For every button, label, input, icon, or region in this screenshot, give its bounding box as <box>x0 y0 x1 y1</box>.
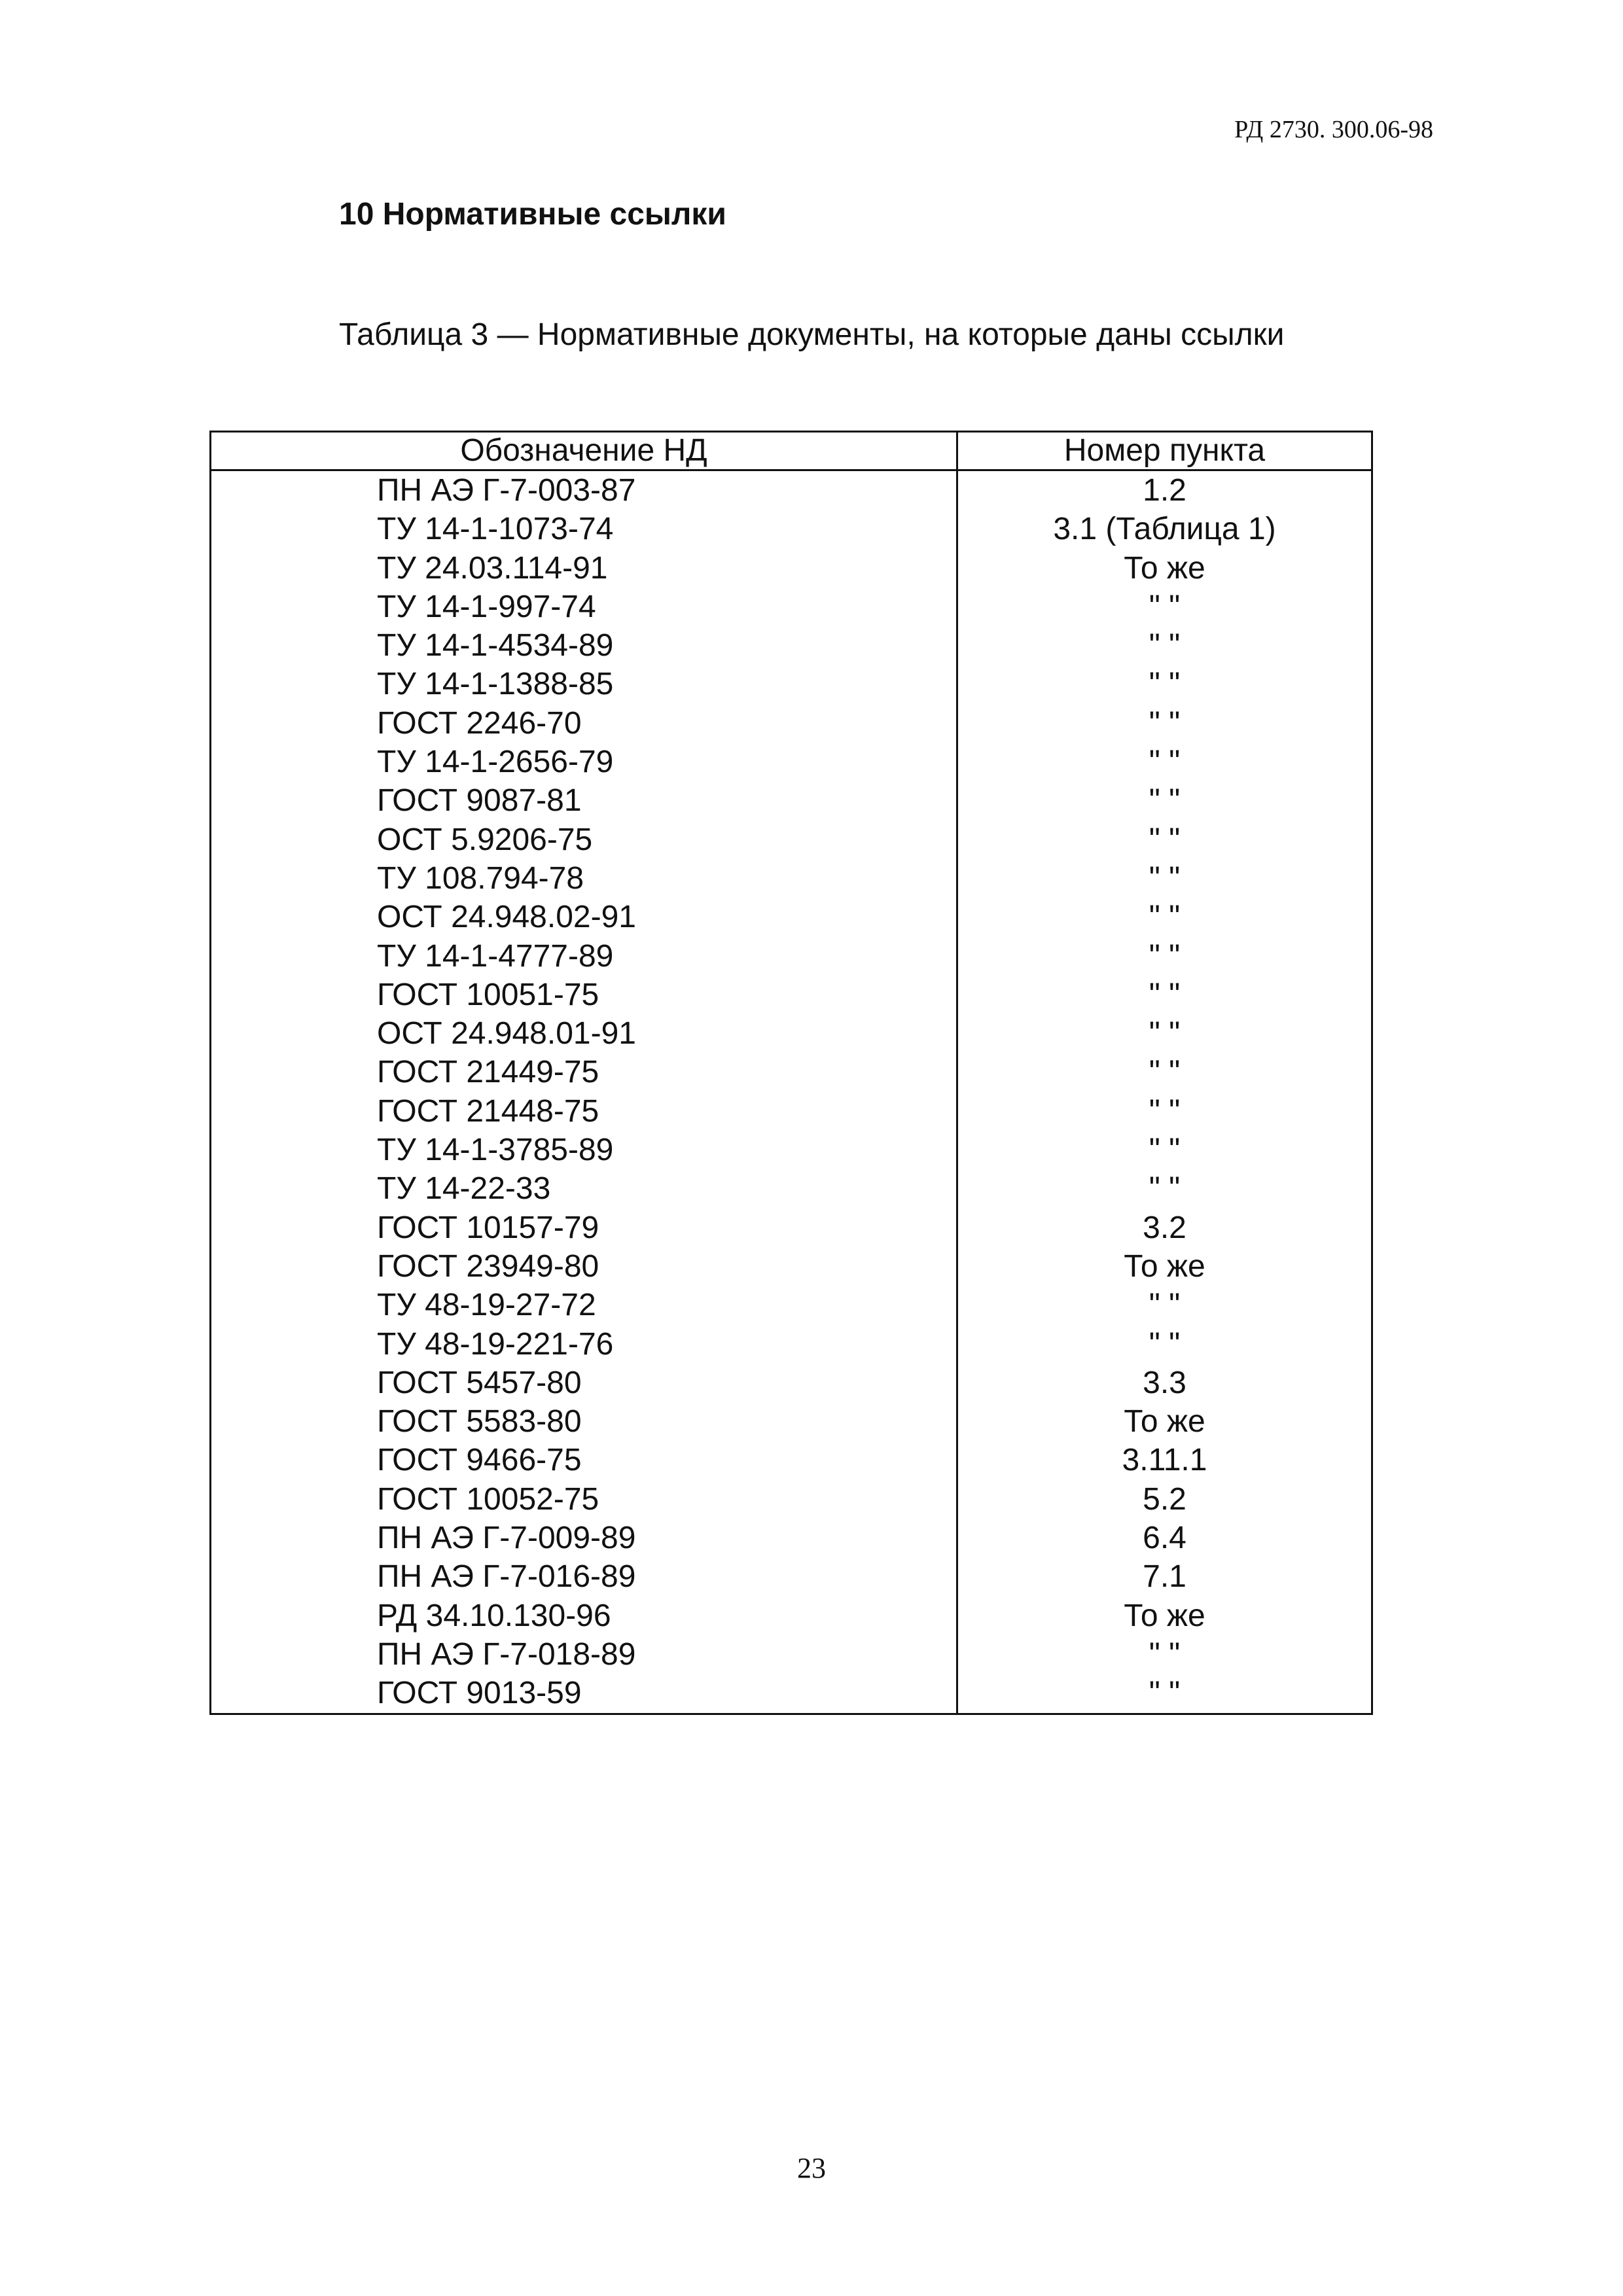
clause-number-cell: " " <box>1149 938 1181 974</box>
table-row <box>211 1674 1372 1714</box>
table-row <box>211 1014 1372 1053</box>
clause-number-cell: То же <box>1124 1404 1205 1439</box>
document-designation-cell: ТУ 14-1-4777-89 <box>211 937 957 976</box>
table-row <box>211 1480 1372 1519</box>
clause-number-cell: " " <box>1149 745 1181 780</box>
table-header-row <box>211 432 1372 470</box>
table-row <box>211 859 1372 898</box>
clause-number-cell: " " <box>1149 589 1181 624</box>
clause-number-cell: То же <box>1124 1248 1205 1284</box>
document-designation-cell: ПН АЭ Г-7-018-89 <box>211 1635 957 1674</box>
clause-number-cell: 5.2 <box>1143 1481 1186 1517</box>
document-designation-cell: РД 34.10.130-96 <box>211 1597 957 1635</box>
document-designation-cell: ГОСТ 21448-75 <box>211 1092 957 1131</box>
table-row <box>211 1519 1372 1557</box>
clause-number-cell: " " <box>1149 1055 1181 1090</box>
document-designation-cell: ПН АЭ Г-7-003-87 <box>211 470 957 510</box>
document-designation-cell: ПН АЭ Г-7-009-89 <box>211 1519 957 1557</box>
table-row <box>211 1131 1372 1169</box>
clause-number-cell: " " <box>1149 977 1181 1012</box>
clause-number-cell: " " <box>1149 1636 1181 1672</box>
document-designation-cell: ТУ 14-1-1073-74 <box>211 510 957 548</box>
table-row <box>211 1092 1372 1131</box>
clause-number-cell: 3.1 (Таблица 1) <box>1053 512 1276 547</box>
table-row <box>211 588 1372 626</box>
table-row <box>211 1209 1372 1247</box>
column-header-document: Обозначение НД <box>211 432 957 470</box>
table-row <box>211 1053 1372 1091</box>
document-designation-cell: ГОСТ 10157-79 <box>211 1209 957 1247</box>
document-designation-cell: ГОСТ 10052-75 <box>211 1480 957 1519</box>
section-title: 10 Нормативные ссылки <box>339 197 726 232</box>
clause-number-cell: " " <box>1149 900 1181 935</box>
page-number: 23 <box>797 2152 826 2184</box>
clause-number-cell: То же <box>1124 550 1205 586</box>
column-header-clause: Номер пункта <box>957 432 1372 470</box>
document-designation-cell: ТУ 14-1-997-74 <box>211 588 957 626</box>
document-designation-cell: ОСТ 24.948.01-91 <box>211 1014 957 1053</box>
clause-number-cell: " " <box>1149 705 1181 741</box>
table-row <box>211 1247 1372 1286</box>
table-row <box>211 1169 1372 1208</box>
document-designation-cell: ГОСТ 5583-80 <box>211 1402 957 1441</box>
table-row <box>211 1364 1372 1402</box>
table-row <box>211 470 1372 510</box>
table-row <box>211 549 1372 588</box>
table-row <box>211 821 1372 859</box>
clause-number-cell: " " <box>1149 822 1181 857</box>
table-row <box>211 1402 1372 1441</box>
table-row <box>211 1597 1372 1635</box>
clause-number-cell: " " <box>1149 1288 1181 1323</box>
document-designation-cell: ГОСТ 21449-75 <box>211 1053 957 1091</box>
clause-number-cell: " " <box>1149 667 1181 702</box>
document-designation-cell: ТУ 14-22-33 <box>211 1169 957 1208</box>
document-designation-cell: ТУ 48-19-27-72 <box>211 1286 957 1324</box>
document-designation-cell: ГОСТ 2246-70 <box>211 704 957 743</box>
document-code: РД 2730. 300.06-98 <box>1234 116 1433 143</box>
clause-number-cell: " " <box>1149 628 1181 663</box>
document-designation-cell: ТУ 108.794-78 <box>211 859 957 898</box>
table-row <box>211 781 1372 820</box>
clause-number-cell: То же <box>1124 1598 1205 1633</box>
document-designation-cell: ПН АЭ Г-7-016-89 <box>211 1557 957 1596</box>
document-designation-cell: ГОСТ 10051-75 <box>211 976 957 1014</box>
document-designation-cell: ОСТ 24.948.02-91 <box>211 898 957 936</box>
clause-number-cell: " " <box>1149 1326 1181 1362</box>
document-designation-cell: ГОСТ 23949-80 <box>211 1247 957 1286</box>
table-row <box>211 1441 1372 1479</box>
clause-number-cell: " " <box>1149 1171 1181 1207</box>
document-designation-cell: ГОСТ 9013-59 <box>211 1674 957 1714</box>
clause-number-cell: 1.2 <box>1143 473 1186 508</box>
document-designation-cell: ОСТ 5.9206-75 <box>211 821 957 859</box>
clause-number-cell: 3.11.1 <box>1122 1443 1207 1478</box>
document-designation-cell: ТУ 48-19-221-76 <box>211 1325 957 1364</box>
clause-number-cell: 7.1 <box>1143 1559 1186 1595</box>
table-row <box>211 1325 1372 1364</box>
clause-number-cell: " " <box>1149 783 1181 819</box>
table-row <box>211 626 1372 665</box>
clause-number-cell: " " <box>1149 1133 1181 1168</box>
table-row <box>211 510 1372 548</box>
clause-number-cell: " " <box>1149 1016 1181 1051</box>
table-row <box>211 704 1372 743</box>
table-row <box>211 743 1372 781</box>
clause-number-cell: 6.4 <box>1143 1521 1186 1556</box>
table-row <box>211 937 1372 976</box>
clause-number-cell: 3.3 <box>1143 1365 1186 1400</box>
table-body <box>211 470 1372 1714</box>
document-designation-cell: ТУ 14-1-3785-89 <box>211 1131 957 1169</box>
document-designation-cell: ТУ 14-1-4534-89 <box>211 626 957 665</box>
references-table <box>209 431 1373 1715</box>
document-designation-cell: ГОСТ 5457-80 <box>211 1364 957 1402</box>
document-designation-cell: ТУ 14-1-1388-85 <box>211 665 957 703</box>
table-row <box>211 665 1372 703</box>
clause-number-cell: " " <box>1149 1093 1181 1129</box>
clause-number-cell: " " <box>1149 1676 1181 1711</box>
document-designation-cell: ТУ 24.03.114-91 <box>211 549 957 588</box>
table-caption: Таблица 3 — Нормативные документы, на которые даны ссылки <box>339 317 1285 352</box>
table-row <box>211 1286 1372 1324</box>
table-row <box>211 1557 1372 1596</box>
document-designation-cell: ГОСТ 9087-81 <box>211 781 957 820</box>
table-row <box>211 898 1372 936</box>
clause-number-cell: 3.2 <box>1143 1210 1186 1245</box>
document-designation-cell: ТУ 14-1-2656-79 <box>211 743 957 781</box>
document-designation-cell: ГОСТ 9466-75 <box>211 1441 957 1479</box>
table-row <box>211 1635 1372 1674</box>
table-row <box>211 976 1372 1014</box>
clause-number-cell: " " <box>1149 860 1181 896</box>
